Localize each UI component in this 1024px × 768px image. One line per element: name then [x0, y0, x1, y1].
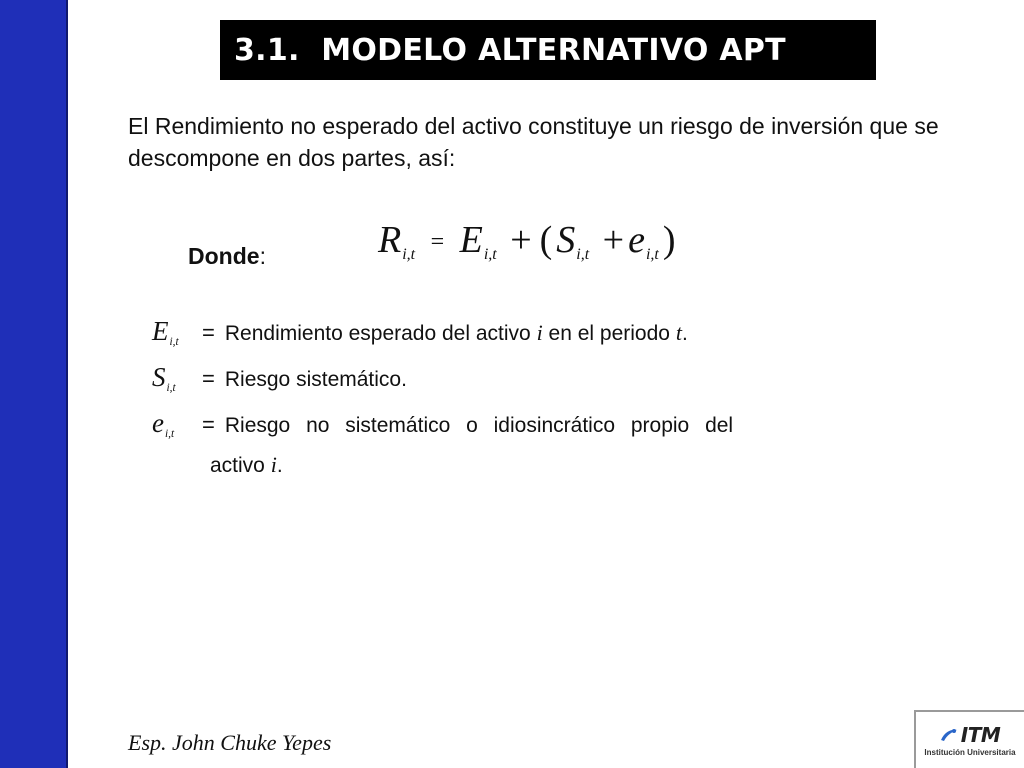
def-s-text: Riesgo sistemático.	[224, 368, 407, 391]
def-e-var-i: i	[536, 320, 543, 345]
formula-close-paren: )	[662, 219, 676, 261]
definition-systematic-risk	[152, 362, 407, 394]
def-s-equals: =	[202, 366, 215, 391]
donde-label	[188, 243, 266, 270]
formula-equals: =	[430, 229, 445, 255]
def-small-e-end: .	[276, 454, 283, 477]
def-small-e-text: Riesgo no sistemático o idiosincrático propio del	[224, 414, 734, 437]
apt-formula	[378, 218, 679, 264]
definition-idiosyncratic-risk-line2	[210, 452, 283, 478]
itm-logo-name: ITM	[960, 723, 1001, 747]
itm-swoosh-icon	[940, 728, 958, 742]
formula-r-sub: i,t	[402, 246, 416, 264]
slide-title: 3.1. MODELO ALTERNATIVO APT	[234, 32, 786, 68]
def-small-e-symbol: $e_{i,t}$	[152, 408, 175, 441]
itm-logo	[914, 710, 1024, 768]
left-accent-bar	[0, 0, 68, 768]
formula-open-paren: (	[539, 219, 553, 261]
def-e-text-mid: en el periodo	[548, 322, 670, 345]
author-credit: Esp. John Chuke Yepes	[128, 730, 332, 755]
def-small-e-text-line2: activo	[210, 454, 265, 477]
itm-logo-subtitle: Institución Universitaria	[924, 748, 1016, 757]
formula-e-small: e	[628, 219, 645, 261]
donde-word: Donde	[188, 243, 260, 269]
def-e-equals: =	[202, 320, 215, 345]
formula-s: S	[556, 219, 576, 261]
def-e-end: .	[681, 322, 688, 345]
formula-e-small-sub: i,t	[645, 246, 659, 264]
title-box	[220, 20, 876, 80]
formula-e: E	[459, 219, 483, 261]
formula-e-sub: i,t	[483, 246, 497, 264]
def-s-symbol: $S_{i,t}$	[152, 362, 176, 395]
intro-paragraph: El Rendimiento no esperado del activo constituye un riesgo de inversión que se descompone en dos partes, así:	[128, 113, 939, 171]
formula-r: R	[378, 219, 402, 261]
def-small-e-var-i: i	[270, 452, 277, 477]
def-e-var-t: t	[675, 320, 682, 345]
formula-plus-1: +	[510, 219, 532, 261]
def-small-e-equals: =	[202, 412, 215, 437]
itm-logo-mark	[940, 723, 1001, 747]
definition-expected-return	[152, 316, 688, 348]
formula-s-sub: i,t	[576, 246, 590, 264]
definition-idiosyncratic-risk	[152, 408, 733, 440]
def-e-symbol: $E_{i,t}$	[152, 316, 179, 349]
formula-plus-2: +	[602, 219, 625, 261]
donde-colon: :	[259, 243, 266, 269]
def-e-text: Rendimiento esperado del activo	[224, 322, 531, 345]
